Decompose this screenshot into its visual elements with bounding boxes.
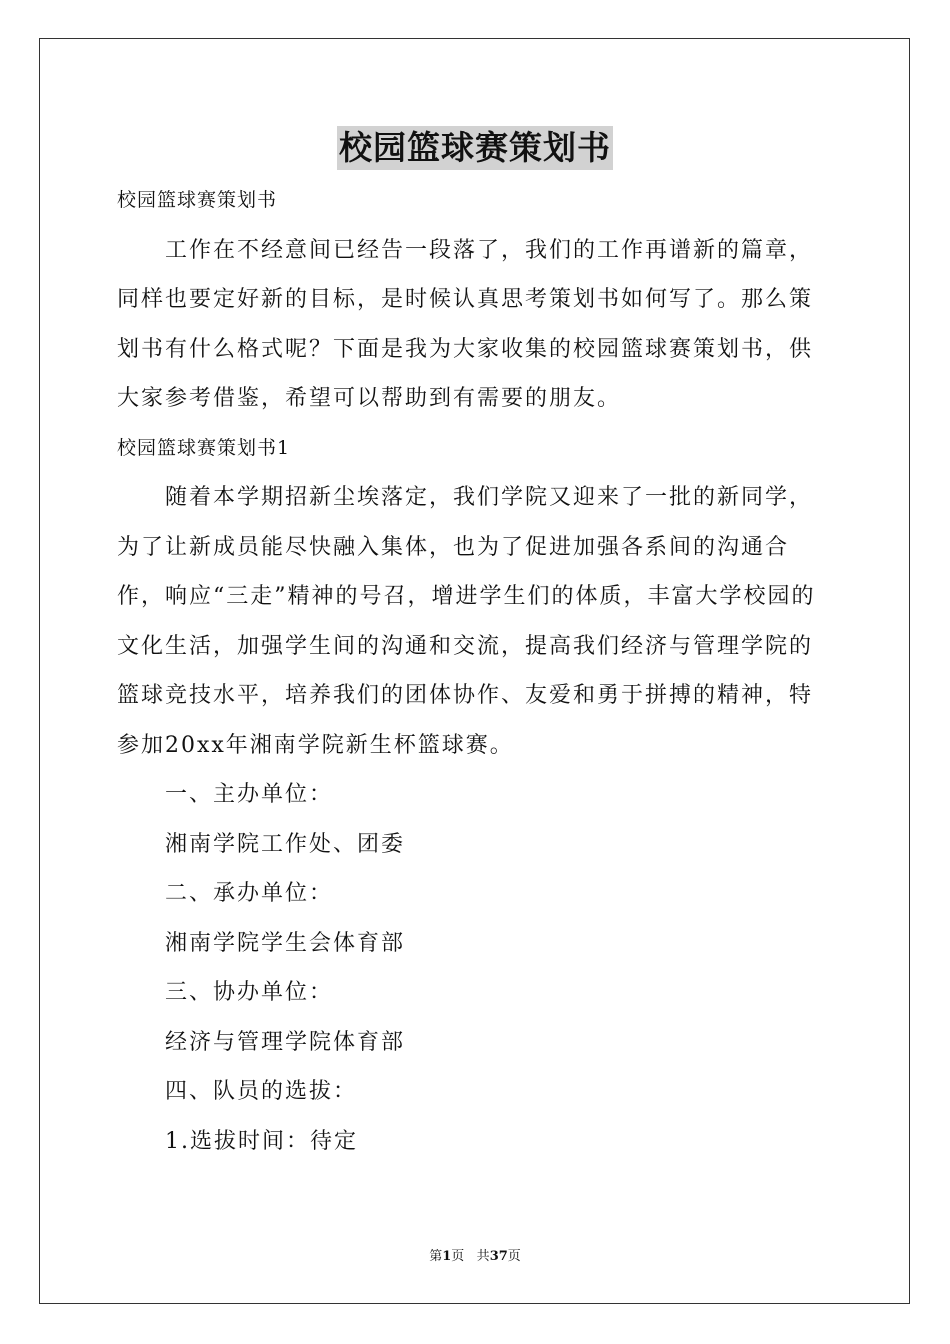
list-item-coorganizer: 经济与管理学院体育部	[165, 1029, 406, 1055]
footer-page-unit: 页	[451, 1249, 465, 1264]
list-item-coorganizer-heading: 三、协办单位：	[165, 980, 334, 1005]
footer-total-prefix: 共	[476, 1249, 490, 1264]
subtitle-paragraph: 校园篮球赛策划书	[117, 189, 278, 211]
title-wrap	[0, 126, 950, 170]
section-heading: 校园篮球赛策划书1	[117, 436, 291, 459]
list-item-undertaker-heading: 二、承办单位：	[165, 881, 334, 906]
footer-total-unit: 页	[507, 1249, 521, 1264]
list-item-organizer: 湘南学院工作处、团委	[165, 831, 406, 857]
list-item-undertaker: 湘南学院学生会体育部	[165, 930, 406, 956]
footer-page-prefix: 第	[429, 1249, 443, 1264]
list-item-selection-time: 1.选拔时间：待定	[165, 1128, 358, 1154]
list-item-selection-heading: 四、队员的选拔：	[165, 1079, 358, 1104]
document-title: 校园篮球赛策划书	[337, 126, 613, 170]
intro-paragraph: 工作在不经意间已经告一段落了，我们的工作再谱新的篇章，同样也要定好新的目标，是时候认真思考策划书如何写了。那么策划书有什么格式呢？下面是我为大家收集的校园篮球赛策划书，供大家参考借鉴，希望可以帮助到有需要的朋友。	[117, 237, 814, 411]
body-paragraph: 随着本学期招新尘埃落定，我们学院又迎来了一批的新同学，为了让新成员能尽快融入集体，也为了促进加强各系间的沟通合作，响应“三走”精神的号召，增进学生们的体质，丰富大学校园的文化生活，加强学生间的沟通和交流，提高我们经济与管理学院的篮球竞技水平，培养我们的团体协作、友爱和勇于拼搏的精神，特参加20xx年湘南学院新生杯篮球赛。	[117, 485, 816, 758]
footer-page-number: 1	[442, 1249, 452, 1264]
list-item-organizer-heading: 一、主办单位：	[165, 782, 334, 807]
footer-total-pages: 37	[489, 1249, 508, 1264]
document-body	[117, 176, 835, 1166]
page-footer	[0, 1248, 950, 1266]
